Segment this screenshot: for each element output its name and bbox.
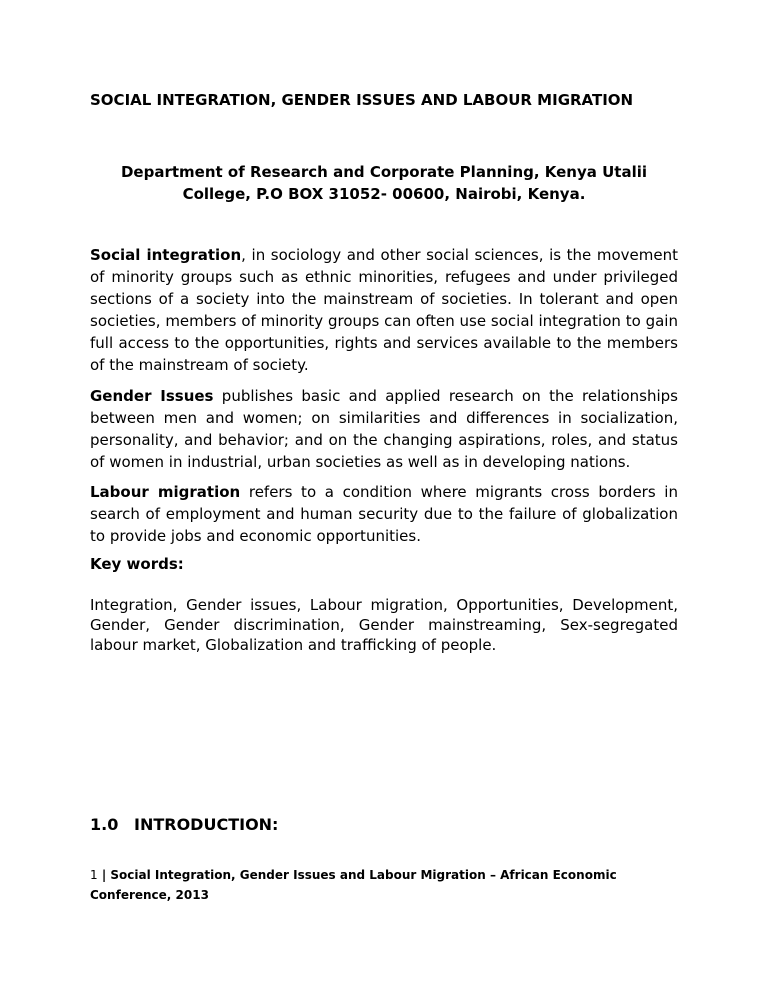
affiliation-line-2: College, P.O BOX 31052- 00600, Nairobi, Kenya. <box>182 185 586 203</box>
term-social-integration: Social integration <box>90 246 242 264</box>
abstract-paragraph-social-integration <box>90 244 678 376</box>
abstract-paragraph-labour-migration <box>90 481 678 547</box>
section-heading-introduction <box>90 814 278 836</box>
author-affiliation <box>90 161 678 205</box>
paragraph-text: refers to a condition where migrants cross borders in search of employment and human security due to the failure of globalization to provide jobs and economic opportunities. <box>90 483 678 545</box>
abstract-paragraph-gender-issues <box>90 385 678 473</box>
section-number: 1.0 <box>90 815 119 834</box>
footer-page-number: 1 <box>90 868 98 882</box>
term-gender-issues: Gender Issues <box>90 387 214 405</box>
keywords-heading: Key words: <box>90 555 184 573</box>
paper-title: SOCIAL INTEGRATION, GENDER ISSUES AND LABOUR MIGRATION <box>90 91 634 109</box>
page-footer <box>90 865 678 905</box>
keywords-text: Integration, Gender issues, Labour migration, Opportunities, Development, Gender, Gender discrimination, Gender mainstreaming, Sex-segregated labour market, Globalization and trafficking of people. <box>90 596 678 654</box>
term-labour-migration: Labour migration <box>90 483 241 501</box>
section-title: INTRODUCTION: <box>134 815 279 834</box>
footer-text: Social Integration, Gender Issues and Labour Migration – African Economic Conference, 2013 <box>90 868 617 902</box>
paragraph-text: publishes basic and applied research on the relationships between men and women; on similarities and differences in socialization, personality, and behavior; and on the changing aspirations, roles, and status of women in industrial, urban societies as well as in developing nations. <box>90 387 678 471</box>
paragraph-text: , in sociology and other social sciences, is the movement of minority groups such as ethnic minorities, refugees and under privileged sections of a society into the mainstream of societies. In tolerant and open societies, members of minority groups can often use social integration to gain full access to the opportunities, rights and services available to the members of the mainstream of society. <box>90 246 678 374</box>
footer-separator: | <box>97 868 111 882</box>
affiliation-line-1: Department of Research and Corporate Planning, Kenya Utalii <box>120 163 648 181</box>
